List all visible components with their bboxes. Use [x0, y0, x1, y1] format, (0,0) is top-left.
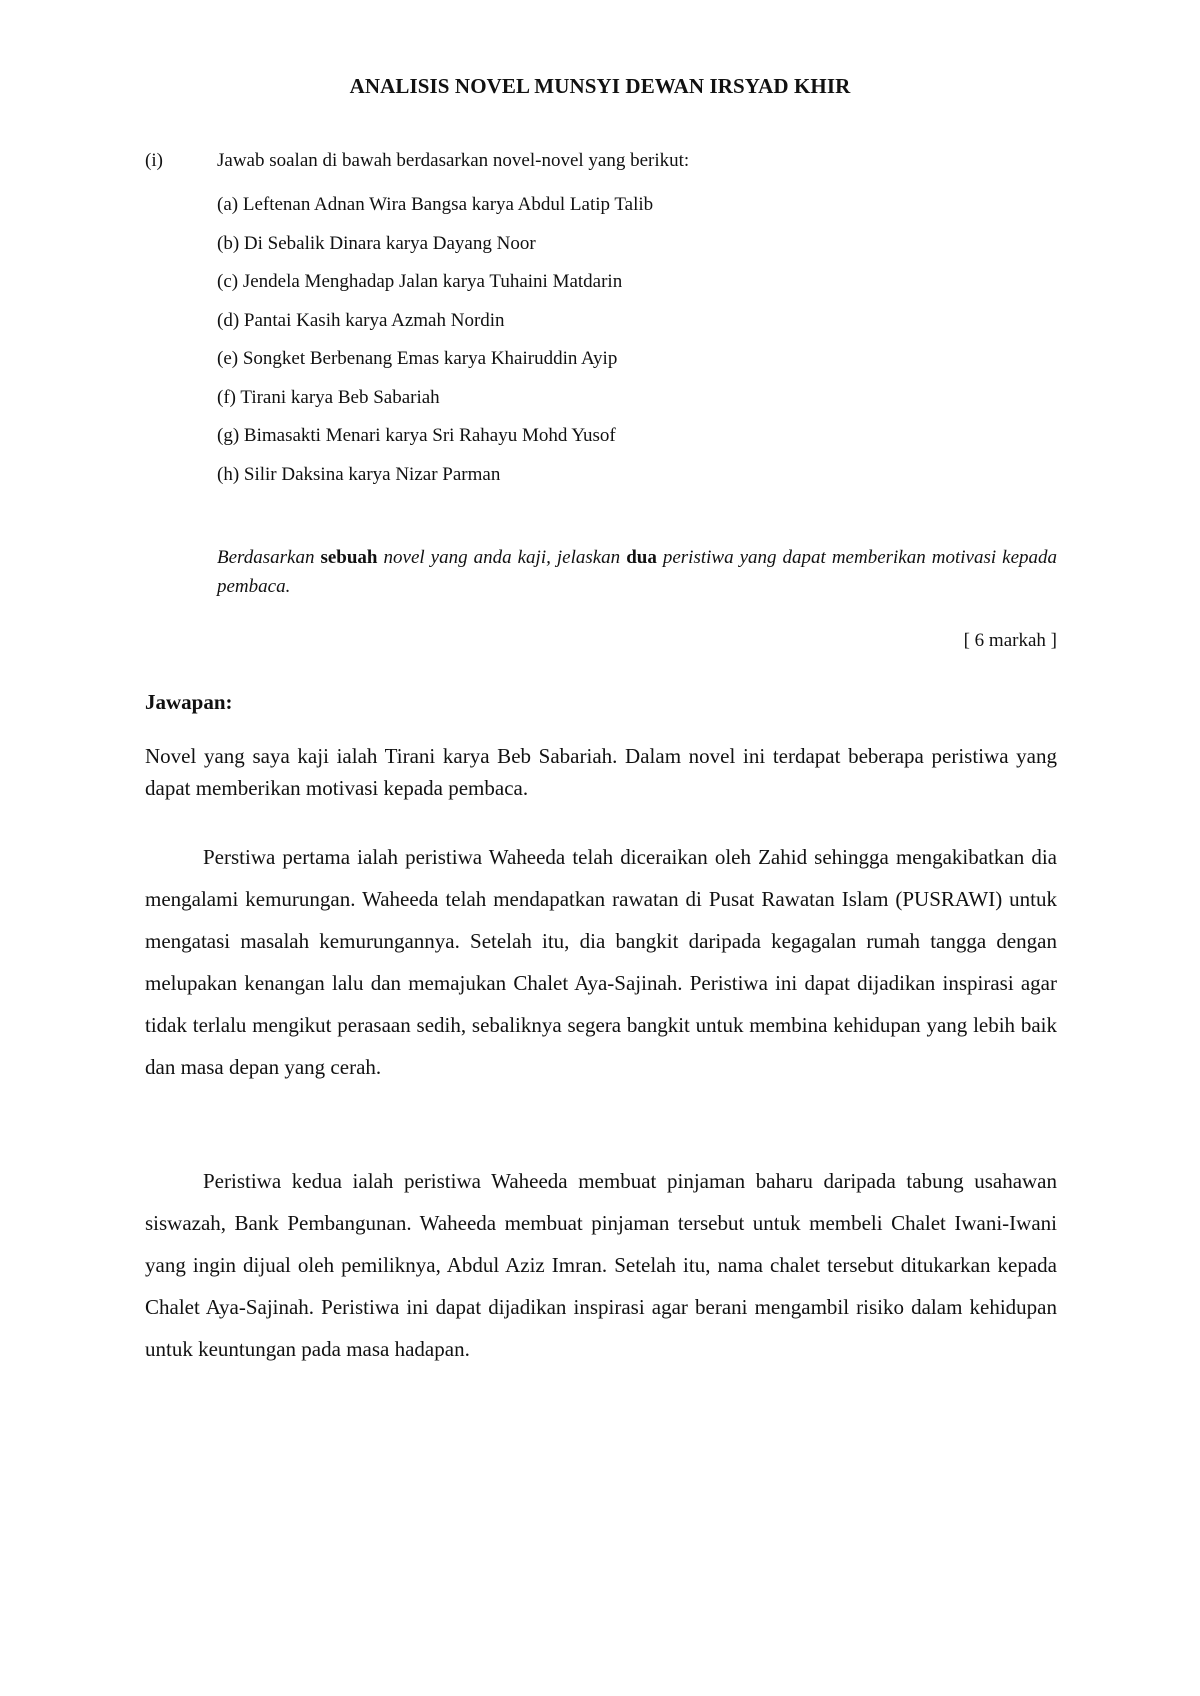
instruction-text: novel yang anda kaji, jelaskan: [377, 547, 627, 568]
instruction-emphasis-dua: dua: [626, 547, 657, 568]
novel-item: (e) Songket Berbenang Emas karya Khairuddin Ayip: [217, 348, 618, 369]
novel-item: (d) Pantai Kasih karya Azmah Nordin: [217, 309, 505, 331]
question-number: (i): [145, 150, 163, 171]
instruction-text: peristiwa yang dapat memberikan motivasi kepada pembaca.: [217, 547, 1058, 597]
novel-item: (g) Bimasakti Menari karya Sri Rahayu Mohd Yusof: [217, 425, 616, 446]
instruction-emphasis-sebuah: sebuah: [320, 547, 378, 568]
question-instruction: [217, 543, 1057, 601]
novel-item: (f) Tirani karya Beb Sabariah: [217, 386, 440, 408]
novel-item: (a) Leftenan Adnan Wira Bangsa karya Abdul Latip Talib: [217, 194, 654, 215]
question-prompt: Jawab soalan di bawah berdasarkan novel-novel yang berikut:: [217, 150, 690, 171]
novel-item: (c) Jendela Menghadap Jalan karya Tuhaini Matdarin: [217, 271, 623, 292]
novel-item: (b) Di Sebalik Dinara karya Dayang Noor: [217, 232, 536, 254]
answer-heading: Jawapan:: [145, 690, 233, 714]
question-marks: [ 6 markah ]: [963, 630, 1057, 651]
answer-intro-paragraph: Novel yang saya kaji ialah Tirani karya Beb Sabariah. Dalam novel ini terdapat beberapa peristiwa yang dapat memberikan motivasi kepada pembaca.: [145, 744, 1057, 800]
answer-paragraph-2: Peristiwa kedua ialah peristiwa Waheeda membuat pinjaman baharu daripada tabung usahawan siswazah, Bank Pembangunan. Waheeda membuat pinjaman tersebut untuk membeli Chalet Iwani-Iwani yang ingin dijual oleh pemiliknya, Abdul Aziz Imran. Setelah itu, nama chalet tersebut ditukarkan kepada Chalet Aya-Sajinah. Peristiwa ini dapat dijadikan inspirasi agar berani mengambil risiko dalam kehidupan untuk keuntungan pada masa hadapan.: [145, 1169, 1057, 1361]
novel-list: [217, 194, 653, 502]
document-title: ANALISIS NOVEL MUNSYI DEWAN IRSYAD KHIR: [349, 74, 851, 98]
instruction-text: Berdasarkan: [217, 547, 321, 568]
answer-paragraph-1: Perstiwa pertama ialah peristiwa Waheeda telah diceraikan oleh Zahid sehingga mengakibatkan dia mengalami kemurungan. Waheeda telah mendapatkan rawatan di Pusat Rawatan Islam (PUSRAWI) untuk mengatasi masalah kemurungannya. Setelah itu, dia bangkit daripada kegagalan rumah tangga dengan melupakan kenangan lalu dan memajukan Chalet Aya-Sajinah. Peristiwa ini dapat dijadikan inspirasi agar tidak terlalu mengikut perasaan sedih, sebaliknya segera bangkit untuk membina kehidupan yang lebih baik dan masa depan yang cerah.: [145, 845, 1057, 1079]
novel-item: (h) Silir Daksina karya Nizar Parman: [217, 463, 501, 485]
